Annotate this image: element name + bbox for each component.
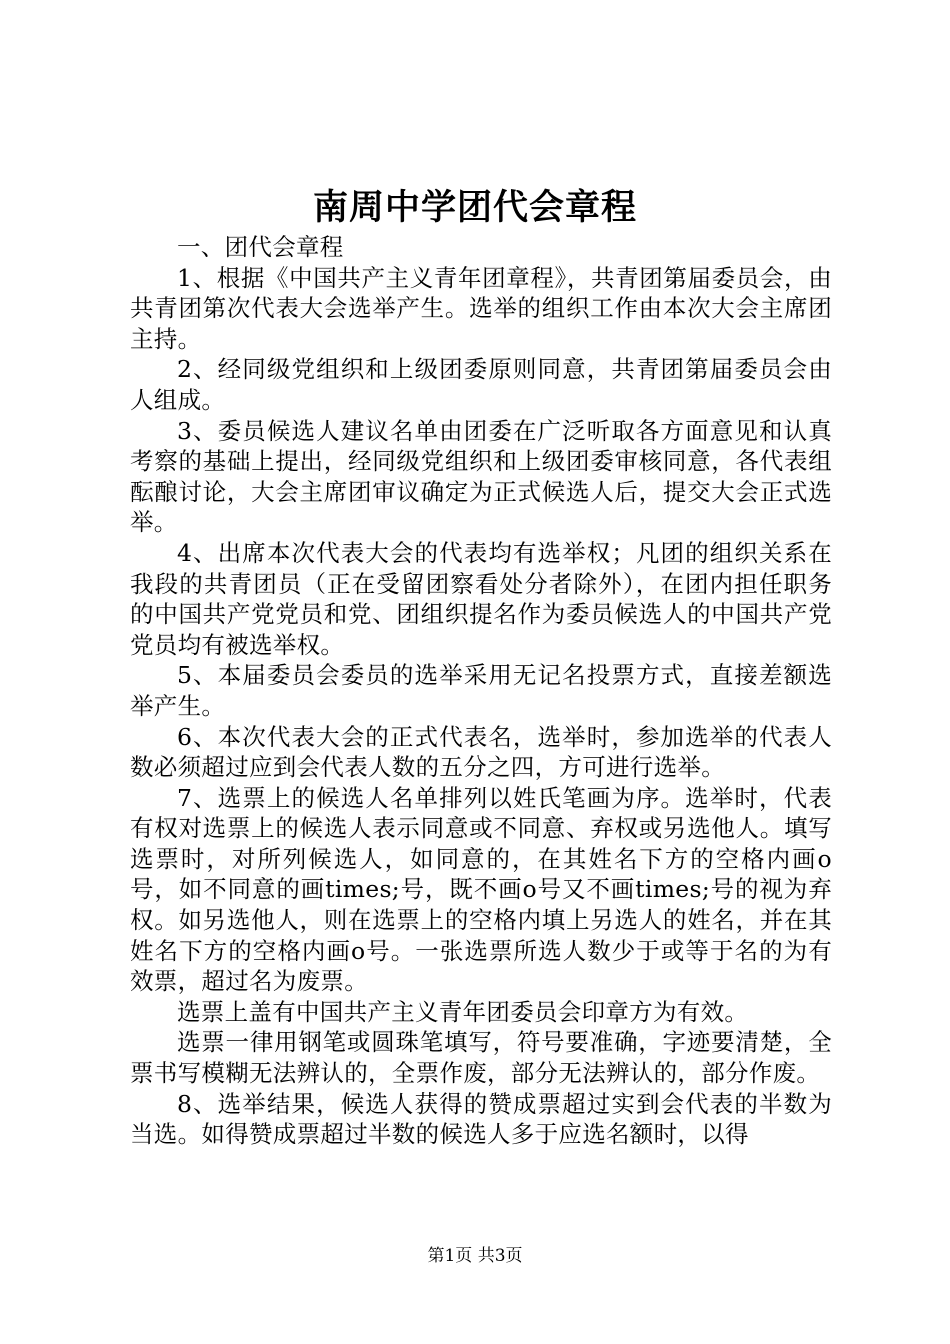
paragraph-3: 3、委员候选人建议名单由团委在广泛听取各方面意见和认真考察的基础上提出，经同级党组织和上级团委审核同意，各代表组酝酿讨论，大会主席团审议确定为正式候选人后，提交大会正式选举。 (130, 416, 832, 537)
paragraph-6: 6、本次代表大会的正式代表名，选举时，参加选举的代表人数必须超过应到会代表人数的五分之四，方可进行选举。 (130, 722, 832, 782)
document-body (130, 232, 832, 1150)
document-title: 南周中学团代会章程 (312, 187, 637, 228)
paragraph-ballot-writing: 选票一律用钢笔或圆珠笔填写，符号要准确，字迹要清楚，全票书写模糊无法辨认的，全票作废，部分无法辨认的，部分作废。 (130, 1028, 832, 1088)
section-heading: 一、团代会章程 (177, 233, 344, 261)
paragraph-ballot-seal: 选票上盖有中国共产主义青年团委员会印章方为有效。 (177, 997, 749, 1026)
paragraph-5: 5、本届委员会委员的选举采用无记名投票方式，直接差额选举产生。 (130, 661, 832, 720)
page-footer: 第1页 共3页 (427, 1246, 523, 1266)
paragraph-7: 7、选票上的候选人名单排列以姓氏笔画为序。选举时，代表有权对选票上的候选人表示同意或不同意、弃权或另选他人。填写选票时，对所列候选人，如同意的，在其姓名下方的空格内画o号，如不同意的画times;号，既不画o号又不画times;号的视为弃权。如另选他人，则在选票上的空格内填上另选人的姓名，并在其姓名下方的空格内画o号。一张选票所选人数少于或等于名的为有效票，超过名为废票。 (130, 783, 832, 996)
paragraph-4: 4、出席本次代表大会的代表均有选举权；凡团的组织关系在我段的共青团员（正在受留团察看处分者除外），在团内担任职务的中国共产党党员和党、团组织提名作为委员候选人的中国共产党党员均有被选举权。 (130, 538, 832, 659)
paragraph-2: 2、经同级党组织和上级团委原则同意，共青团第届委员会由人组成。 (130, 355, 832, 414)
paragraph-1: 1、根据《中国共产主义青年团章程》，共青团第届委员会，由共青团第次代表大会选举产生。选举的组织工作由本次大会主席团主持。 (130, 263, 832, 353)
paragraph-8: 8、选举结果，候选人获得的赞成票超过实到会代表的半数为当选。如得赞成票超过半数的候选人多于应选名额时，以得 (130, 1089, 832, 1149)
